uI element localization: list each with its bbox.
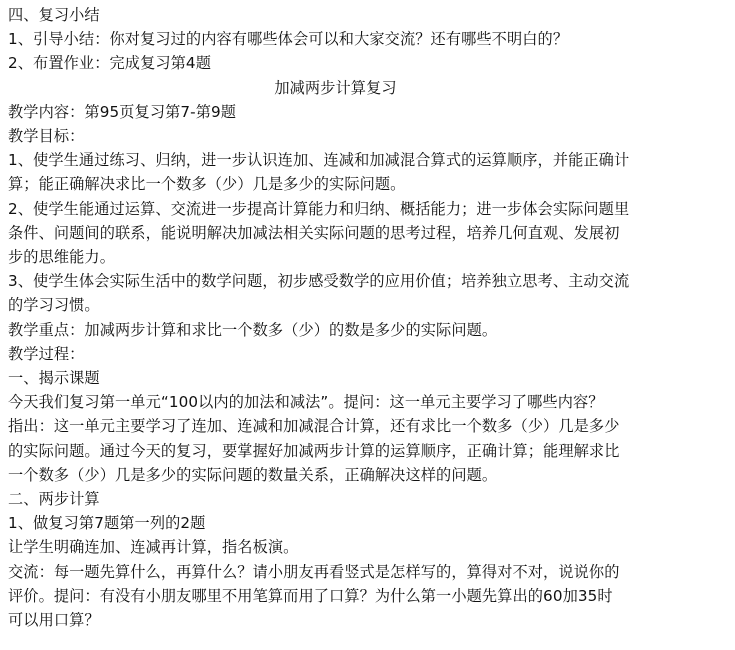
exercise-7-instruction: 让学生明确连加、连减再计算，指名板演。: [8, 538, 299, 557]
lesson-title: 加减两步计算复习: [274, 78, 397, 97]
goal-3-line-2: 的学习习惯。: [8, 296, 100, 315]
discussion-line-2: 评价。提问：有没有小朋友哪里不用笔算而用了口算？为什么第一小题先算出的60加35时: [8, 586, 613, 605]
goal-1-line-2: 算；能正确解决求比一个数多（少）几是多少的实际问题。: [8, 175, 406, 194]
goal-2-line-2: 条件、问题间的联系，能说明解决加减法相关实际问题的思考过程，培养几何直观、发展初: [8, 223, 620, 242]
section-heading-two-step-calculation: 二、两步计算: [8, 490, 100, 509]
goal-3-line-1: 3、使学生体会实际生活中的数学问题，初步感受数学的应用价值；培养独立思考、主动交流: [8, 272, 630, 291]
point-out-line-1: 指出：这一单元主要学习了连加、连减和加减混合计算，还有求比一个数多（少）几是多少: [8, 417, 620, 436]
section-heading-reveal-topic: 一、揭示课题: [8, 369, 100, 388]
goal-2-line-3: 步的思维能力。: [8, 248, 116, 267]
teaching-focus: 教学重点：加减两步计算和求比一个数多（少）的数是多少的实际问题。: [8, 320, 498, 339]
point-out-line-3: 一个数多（少）几是多少的实际问题的数量关系，正确解决这样的问题。: [8, 465, 498, 484]
exercise-7-heading: 1、做复习第7题第一列的2题: [8, 514, 206, 533]
point-out-line-2: 的实际问题。通过今天的复习，要掌握好加减两步计算的运算顺序，正确计算；能理解求比: [8, 441, 620, 460]
teaching-content: 教学内容：第95页复习第7-第9题: [8, 102, 237, 121]
section-heading-review-summary: 四、复习小结: [8, 6, 100, 24]
paragraph-guided-summary: 1、引导小结：你对复习过的内容有哪些体会可以和大家交流？还有哪些不明白的？: [8, 30, 569, 49]
discussion-line-1: 交流：每一题先算什么，再算什么？请小朋友再看竖式是怎样写的，算得对不对，说说你的: [8, 562, 620, 581]
paragraph-homework: 2、布置作业：完成复习第4题: [8, 54, 211, 73]
teaching-goals-heading: 教学目标：: [8, 127, 85, 146]
teaching-process-heading: 教学过程：: [8, 344, 85, 363]
reveal-topic-paragraph: 今天我们复习第一单元“100以内的加法和减法”。提问：这一单元主要学习了哪些内容？: [8, 393, 604, 412]
discussion-line-3: 可以用口算？: [8, 611, 100, 630]
goal-2-line-1: 2、使学生能通过运算、交流进一步提高计算能力和归纳、概括能力；进一步体会实际问题里: [8, 199, 630, 218]
goal-1-line-1: 1、使学生通过练习、归纳，进一步认识连加、连减和加减混合算式的运算顺序，并能正确计: [8, 151, 630, 170]
